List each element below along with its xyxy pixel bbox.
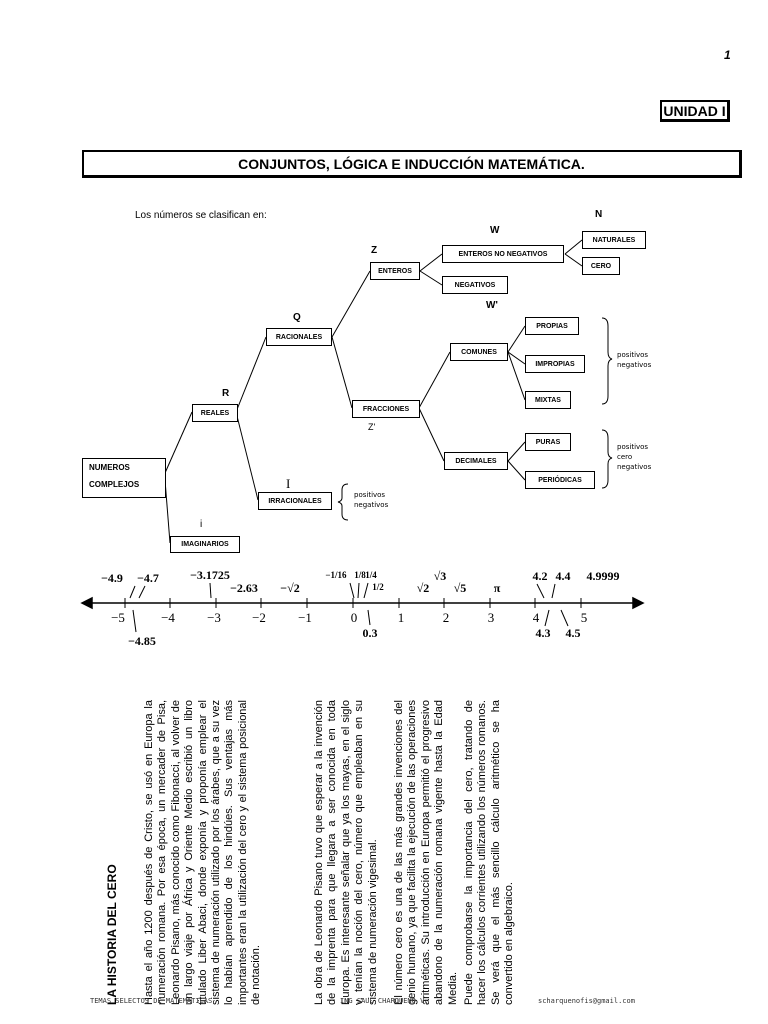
tick-label: 0 [350,610,358,625]
box-naturales: NATURALES [582,231,646,249]
side-label: positivos [354,491,386,499]
set-label-n: N [595,209,603,220]
box-enteros: ENTEROS [370,262,420,280]
tick-label: −2 [252,610,266,625]
above-label: −4.7 [137,571,159,585]
box-irracionales: IRRACIONALES [258,492,332,510]
below-label: 4.3 [535,626,551,640]
story-col-2: La obra de Leonardo Pisano tuvo que esperar a la invención de la imprenta para que llegara a ser conocida en toda Europa. Es interesante señalar que ya los mayas, en el siglo v, tenían la noción del cero, número que empleaban en su sistema de numeración vigesimal. [313,700,379,1005]
box-enteros-no-negativos: ENTEROS NO NEGATIVOS [442,245,564,263]
above-label: 1/4 [365,570,377,580]
box-impropias: IMPROPIAS [525,355,585,373]
above-label: √2 [416,581,430,595]
tick-label: 3 [487,610,495,625]
tick-label: −1 [298,610,312,625]
below-label: 0.3 [362,626,378,640]
set-label-zp: Z' [368,422,376,432]
box-propias: PROPIAS [525,317,579,335]
side-label: negativos [617,361,652,369]
box-fracciones: FRACCIONES [352,400,420,418]
box-decimales: DECIMALES [444,452,508,470]
side-label: negativos [354,501,389,509]
above-label: √3 [433,569,447,583]
above-label: 4.4 [555,569,571,583]
box-puras: PURAS [525,433,571,451]
set-label-r: R [222,388,230,399]
above-label: 4.2 [532,569,548,583]
story-rotated-block [93,405,516,1005]
above-label: −3.1725 [190,568,230,582]
set-label-w: W [490,225,500,236]
box-comunes: COMUNES [450,343,508,361]
intro-text: Los números se clasifican en: [135,210,267,221]
set-label-q: Q [293,312,301,323]
above-label: √5 [453,581,467,595]
side-label: positivos [617,351,649,359]
tick-label: −5 [111,610,125,625]
box-racionales: RACIONALES [266,328,332,346]
box-negativos: NEGATIVOS [442,276,508,294]
side-label: negativos [617,463,652,471]
side-label: cero [617,453,633,461]
tick-label: −3 [207,610,221,625]
box-imaginarios: IMAGINARIOS [170,536,240,553]
page-number: 1 [724,48,731,62]
tick-label: −4 [161,610,175,625]
page-title: CONJUNTOS, LÓGICA E INDUCCIÓN MATEMÁTICA. [82,150,742,178]
above-label: 1/8 [354,570,366,580]
tick-label: 4 [532,610,540,625]
above-label: −1/16 [325,570,347,580]
box-mixtas: MIXTAS [525,391,571,409]
tick-label: 1 [397,610,405,625]
footer-center: ING SAUL CHARQUEÑO V. [340,997,429,1005]
above-label: 1/2 [372,582,384,592]
box-reales: REALES [192,404,238,422]
box-periodicas: PERIÓDICAS [525,471,595,489]
footer-right: scharquenofis@gmail.com [538,997,635,1005]
story-col-4: Puede comprobarse la importancia del cero, tratando de hacer los cálculos corrientes utilizando los números romanos. Se verá que el más sencillo cálculo aritmético se ha convertido en algebraico. [463,700,516,1005]
set-label-i: i [200,519,203,530]
story-title: LA HISTORIA DEL CERO [105,864,119,1005]
unit-label: UNIDAD I [660,100,730,122]
above-label: 4.9999 [586,569,620,583]
set-label-z: Z [371,245,378,256]
set-label-wp: W' [486,300,498,311]
footer-left: TEMAS SELECTOS DE MATEMATICAS [90,997,213,1005]
story-col-1: Hasta el año 1200 después de Cristo, se usó en Europa la numeración romana. Por esa época, un mercader de Pisa, Leonardo Pisano, más conocido como Fibonacci, al volver de un largo viaje por África y Oriente Medio escribió un libro titulado Liber Abaci, donde exponía y proponía emplear el sistema de numeración utilizado por los árabes, que a su vez lo habían aprendido de los hindúes. Sus ventajas más importantes eran la utilización del cero y el sistema posicional de notación. [143,700,263,1005]
above-label: −√2 [280,581,300,595]
above-label: π [493,581,501,595]
tick-label: 5 [580,610,588,625]
story-col-3: El número cero es una de las más grandes invenciones del genio humano, ya que facilita la ejecución de las operaciones aritméticas. Su introducción en Europa permitió el progresivo abandono de la numeración romana vigente hasta la Edad Media. [393,700,459,1005]
below-label: −4.85 [128,634,156,648]
below-label: 4.5 [565,626,581,640]
above-label: −4.9 [101,571,123,585]
tick-label: 2 [442,610,450,625]
box-cero: CERO [582,257,620,275]
box-label: COMPLEJOS [89,480,140,489]
set-label-irr: I [286,476,291,491]
side-label: positivos [617,443,649,451]
box-label: NUMEROS [89,463,130,472]
above-label: −2.63 [230,581,258,595]
